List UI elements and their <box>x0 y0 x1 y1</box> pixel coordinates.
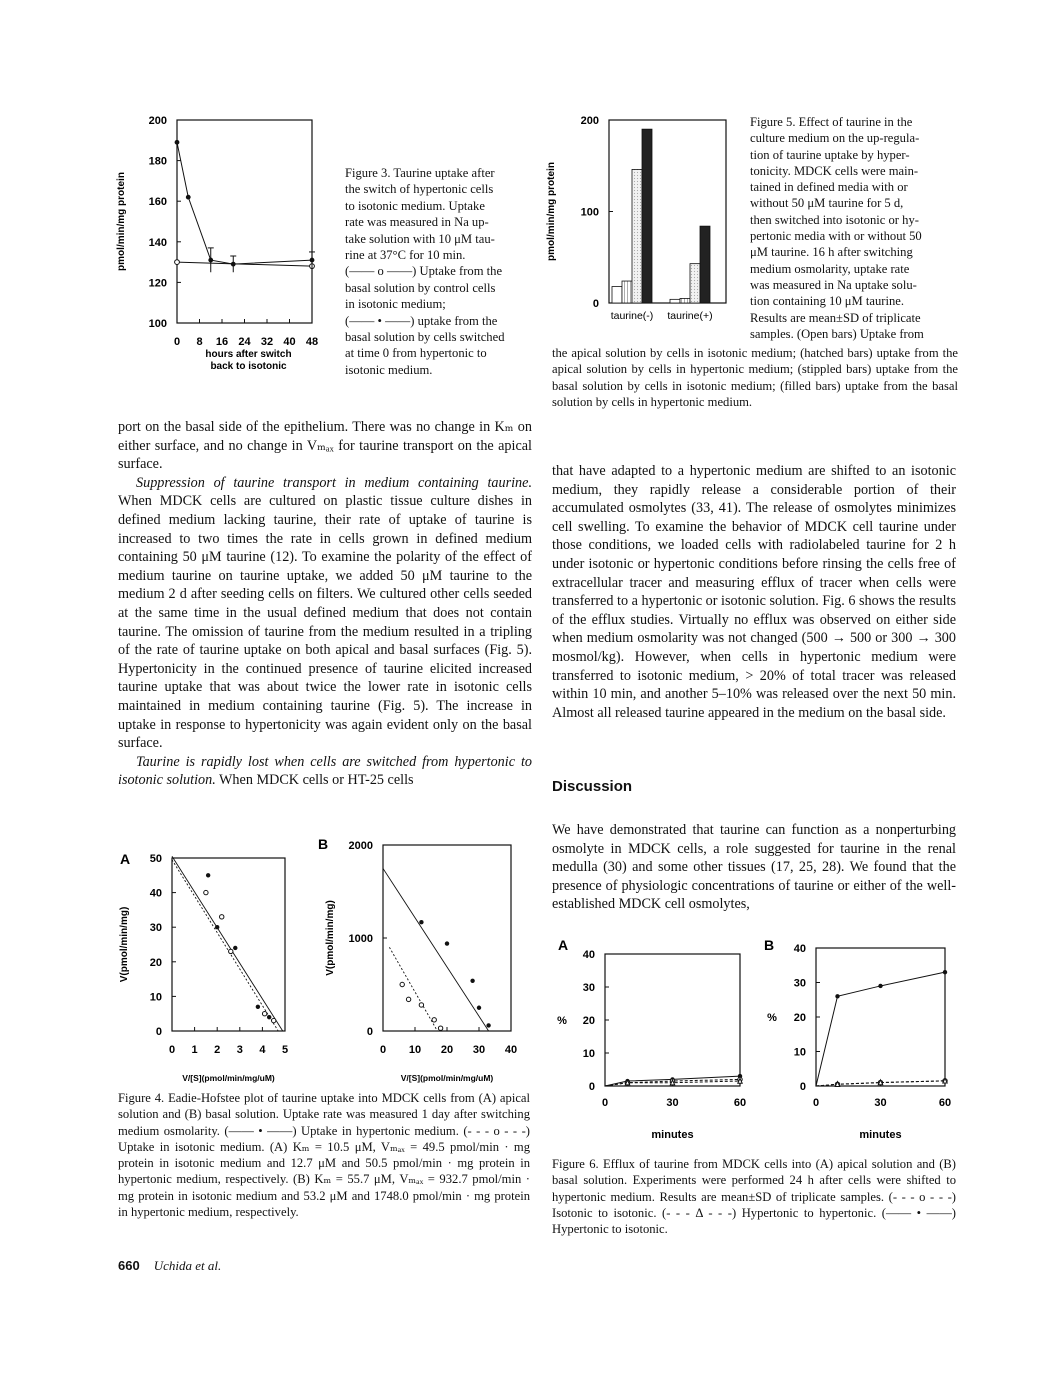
caption-line: (—— • ——) uptake from the <box>345 313 498 328</box>
y-axis-label: pmol/min/mg protein <box>116 172 127 271</box>
y-tick-label: 140 <box>148 236 167 249</box>
y-tick-label: 0 <box>366 1026 373 1038</box>
data-point <box>175 260 180 265</box>
paragraph <box>118 753 532 790</box>
data-point <box>878 984 882 988</box>
x-tick-label: 32 <box>260 336 274 348</box>
data-point <box>438 1026 442 1030</box>
x-axis-label: back to isotonic <box>210 361 287 372</box>
caption-line: then switched into isotonic or hy- <box>750 212 919 227</box>
data-point <box>445 941 449 945</box>
paragraph <box>118 474 532 753</box>
bar <box>642 129 652 303</box>
left-column-text <box>118 418 532 790</box>
run-in-heading: Taurine is rapidly lost when cells are switched from hypertonic to isotonic solution. <box>118 753 532 789</box>
caption-line: Figure 5. Effect of taurine in the <box>750 115 913 129</box>
y-tick-label: 10 <box>582 1048 595 1060</box>
y-tick-label: 180 <box>148 155 167 168</box>
panel-label: A <box>120 851 131 867</box>
caption-line: basal solution by control cells <box>345 280 496 295</box>
data-point <box>175 140 180 145</box>
data-point <box>419 1003 423 1007</box>
y-tick-label: 2000 <box>348 840 373 852</box>
y-axis-label: % <box>767 1012 777 1024</box>
caption-line: isotonic medium. <box>345 362 433 377</box>
figure-4-chart <box>115 828 535 1088</box>
plot-frame <box>172 858 285 1031</box>
caption-line: was measured in Na uptake solu- <box>750 277 917 292</box>
y-tick-label: 30 <box>793 977 806 990</box>
y-tick-label: 0 <box>155 1026 162 1038</box>
caption-line: tion containing 10 μM taurine. <box>750 294 905 309</box>
y-tick-label: 0 <box>588 1081 595 1093</box>
panel-label: B <box>318 836 329 852</box>
x-tick-label: 30 <box>472 1044 486 1056</box>
y-tick-label: 40 <box>582 949 595 961</box>
caption-line: take solution with 10 μM tau- <box>345 231 495 246</box>
caption-line: pertonic media with or without 50 <box>750 229 922 244</box>
figure-3-chart <box>100 105 330 380</box>
y-axis-label: V(pmol/min/mg) <box>325 900 336 976</box>
x-tick-label: 60 <box>733 1097 747 1109</box>
data-point <box>400 982 404 986</box>
x-tick-label: 40 <box>283 336 296 348</box>
plot-frame <box>605 954 740 1086</box>
plot-frame <box>383 845 511 1031</box>
x-tick-label: 4 <box>259 1044 266 1056</box>
run-in-heading: Suppression of taurine transport in medium containing taurine. <box>136 474 532 491</box>
x-tick-label: 48 <box>305 336 319 348</box>
x-tick-label: 0 <box>812 1097 820 1109</box>
page-number: 660 <box>118 1258 140 1273</box>
data-point <box>204 890 208 894</box>
running-authors: Uchida et al. <box>153 1258 222 1273</box>
series-line <box>816 972 945 1086</box>
x-tick-label: 8 <box>196 336 203 348</box>
x-tick-label: 30 <box>874 1097 887 1109</box>
plot-frame <box>816 948 945 1086</box>
y-tick-label: 20 <box>793 1012 806 1024</box>
y-axis-label: pmol/min/mg protein <box>546 162 557 261</box>
y-tick-label: 40 <box>149 887 162 900</box>
bar <box>680 298 690 303</box>
caption-line: μM taurine. 16 h after switching <box>750 245 913 260</box>
data-point <box>419 920 423 924</box>
data-point <box>229 949 233 953</box>
bar <box>632 169 642 303</box>
x-axis-label: minutes <box>859 1129 902 1141</box>
figure-3-caption <box>345 165 535 378</box>
y-axis-label: % <box>557 1015 567 1027</box>
caption-line: without 50 μM taurine for 5 d, <box>750 196 904 211</box>
y-tick-label: 40 <box>793 943 806 955</box>
data-point <box>835 994 839 998</box>
y-tick-label: 200 <box>148 115 167 127</box>
x-axis-label: V/[S](pmol/min/mg/uM) <box>182 1073 275 1083</box>
paragraph: port on the basal side of the epithelium. There was no change in Kₘ on either surface, and no change in Vₘₐₓ for taurine transport on the apical surface. <box>118 419 532 473</box>
category-label: taurine(+) <box>667 310 713 322</box>
caption-line: culture medium on the up-regula- <box>750 131 920 146</box>
caption-line: tained in defined media with or <box>750 180 908 195</box>
figure-5-caption-bottom: the apical solution by cells in isotonic medium; (hatched bars) uptake from the apical solution by cells in hypertonic medium; (stippled bars) uptake from the basal solution by cells in isotonic medium; (filled bars) uptake from the basal solution by cells in hypertonic medium. <box>552 346 958 409</box>
caption-line: Figure 3. Taurine uptake after <box>345 166 495 180</box>
x-tick-label: 1 <box>191 1044 198 1056</box>
caption-line: (—— o ——) Uptake from the <box>345 264 503 279</box>
caption-line: rine at 37°C for 10 min. <box>345 248 466 263</box>
x-tick-label: 30 <box>666 1097 679 1109</box>
x-tick-label: 5 <box>281 1044 289 1056</box>
y-tick-label: 30 <box>582 982 595 994</box>
y-tick-label: 160 <box>148 196 167 209</box>
x-axis-label: hours after switch <box>205 349 292 360</box>
right-column-text <box>552 462 956 722</box>
data-point <box>220 915 224 919</box>
x-tick-label: 16 <box>215 336 229 348</box>
fit-line <box>172 860 278 1031</box>
y-tick-label: 50 <box>149 853 162 865</box>
data-point <box>215 925 219 929</box>
bar <box>690 264 700 303</box>
data-point <box>943 970 947 974</box>
x-tick-label: 0 <box>168 1044 176 1056</box>
y-tick-label: 20 <box>149 956 162 969</box>
caption-line: medium osmolarity, uptake rate <box>750 261 910 276</box>
y-tick-label: 10 <box>793 1046 806 1059</box>
data-point <box>406 997 410 1001</box>
x-tick-label: 24 <box>238 336 251 348</box>
x-tick-label: 2 <box>214 1044 221 1056</box>
data-point <box>432 1018 436 1022</box>
y-tick-label: 120 <box>148 277 167 290</box>
figure-6-chart <box>550 930 960 1150</box>
x-tick-label: 10 <box>408 1044 422 1056</box>
caption-line: tonicity. MDCK cells were main- <box>750 163 919 178</box>
y-tick-label: 10 <box>149 991 162 1004</box>
fit-line <box>389 947 437 1031</box>
paragraph-text: When MDCK cells or HT-25 cells <box>215 772 414 789</box>
caption-line: tion of taurine uptake by hyper- <box>750 147 910 162</box>
caption-line: the switch of hypertonic cells <box>345 182 494 197</box>
figure-5-caption-side <box>750 114 960 342</box>
data-point <box>470 979 474 983</box>
right-column-text-2 <box>552 821 956 914</box>
y-tick-label: 200 <box>580 115 599 127</box>
series-line <box>177 142 312 264</box>
y-tick-label: 30 <box>149 922 162 935</box>
data-point <box>186 195 191 200</box>
caption-line: at time 0 from hypertonic to <box>345 346 487 361</box>
bar <box>700 226 710 303</box>
category-label: taurine(-) <box>610 310 654 322</box>
figure-6-caption: Figure 6. Efflux of taurine from MDCK cells into (A) apical solution and (B) basal solution. Experiments were performed 24 h after cells were shifted to hypertonic medium. Results are mean±SD of triplicate samples. (- - - o - - -) Isotonic to isotonic. (- - - Δ - - -) Hypertonic to hypertonic. (—— • ——) Hypertonic to isotonic. <box>552 1157 956 1237</box>
caption-line: in isotonic medium; <box>345 297 446 312</box>
fit-line <box>383 868 489 1031</box>
data-point <box>477 1006 481 1010</box>
data-point <box>272 1018 276 1022</box>
paragraph: We have demonstrated that taurine can function as a nonperturbing osmolyte in MDCK cells, a role suggested for taurine in the renal medulla (30) and some other tissues (17, 25, 28). We found that the presence of physiologic concentrations of taurine or either of the well-established MDCK cell osmolytes, <box>552 822 956 913</box>
x-axis-label: minutes <box>651 1129 694 1141</box>
x-axis-label: V/[S](pmol/min/mg/uM) <box>400 1073 494 1083</box>
data-point <box>206 873 210 877</box>
paragraph-text: When MDCK cells are cultured on plastic tissue culture dishes in defined medium lacking taurine, their rate of uptake of taurine is increased to two times the rate in cells grown in defined medium containing 50 μM taurine (12). To examine the polarity of the effect of medium taurine on taurine uptake, we added 50 μM taurine to the medium 2 d after seeding cells on filters. We cultured other cells seeded at the same time in the usual defined medium that does not contain taurine. The omission of taurine from the medium resulted in a tripling of the rate of taurine uptake on both apical and basal surfaces (Fig. 5). Hypertonicity in the continued presence of taurine elicited increased taurine uptake that was about twice the lower rate in isotonic cells maintained in medium containing taurine (Fig. 5). The increase in uptake in response to hypertonicity was again evident only on the basal surface. <box>118 493 532 752</box>
section-heading: Discussion <box>552 778 633 795</box>
figure-5-chart <box>540 108 740 333</box>
y-tick-label: 100 <box>148 318 167 330</box>
paragraph: that have adapted to a hypertonic medium are shifted to an isotonic medium, they rapidly release a considerable portion of their accumulated osmolytes (33, 41). The release of osmolytes minimizes cell swelling. To examine the behavior of MDCK cell taurine under those conditions, we loaded cells with radiolabeled taurine for 2 h under isotonic or hypertonic conditions before rinsing the cells free of extracellular tracer and measuring efflux of tracer when cells were transferred to a hypertonic or isotonic solution. Fig. 6 shows the results of the efflux studies. Virtually no efflux was observed on either side when medium osmolarity was not changed (500 → 500 or 300 → 300 mosmol/kg). However, when cells in hypertonic medium were transferred to isotonic medium, > 20% of total tracer was released within 10 min, and another 5–10% was released over the next 50 min. Almost all released taurine appeared in the medium on the basal side. <box>552 463 956 721</box>
caption-line: rate was measured in Na up- <box>345 215 489 230</box>
y-tick-label: 1000 <box>348 933 373 945</box>
bar <box>622 281 632 303</box>
caption-line: Results are mean±SD of triplicate <box>750 310 921 325</box>
data-point <box>262 1012 266 1016</box>
x-tick-label: 3 <box>236 1044 243 1056</box>
data-point <box>233 946 237 950</box>
caption-line: basal solution by cells switched <box>345 330 505 345</box>
x-tick-label: 60 <box>938 1097 952 1109</box>
bar <box>670 299 680 303</box>
x-tick-label: 0 <box>379 1044 387 1056</box>
series-line <box>177 262 312 266</box>
y-tick-label: 100 <box>580 206 599 219</box>
caption-line: samples. (Open bars) Uptake from <box>750 326 924 341</box>
panel-label: A <box>558 937 569 953</box>
data-point <box>486 1023 490 1027</box>
page-footer <box>118 1258 221 1274</box>
data-point <box>256 1005 260 1009</box>
x-tick-label: 40 <box>504 1044 518 1056</box>
x-tick-label: 0 <box>173 336 181 348</box>
x-tick-label: 0 <box>601 1097 609 1109</box>
x-tick-label: 20 <box>440 1044 454 1056</box>
y-axis-label: V(pmol/min/mg) <box>119 906 130 983</box>
panel-label: B <box>764 937 775 953</box>
fit-line <box>172 856 283 1031</box>
y-tick-label: 20 <box>582 1015 595 1027</box>
figure-4-caption: Figure 4. Eadie-Hofstee plot of taurine uptake into MDCK cells from (A) apical solution and (B) basal solution. Uptake rate was measured 1 day after switching medium osmolarity. (—— • ——) Uptake in hypertonic medium. (- - - o - - -) Uptake in isotonic medium. (A) Kₘ = 10.5 μM, Vₘₐₓ = 49.5 pmol/min · mg protein in isotonic medium and 12.7 μM and 50.5 pmol/min · mg protein in hypertonic medium, respectively. (B) Kₘ = 55.7 μM, Vₘₐₓ = 932.7 pmol/min · mg protein in isotonic medium and 53.2 μM and 1748.0 pmol/min · mg protein in hypertonic medium, respectively. <box>118 1091 530 1220</box>
y-tick-label: 0 <box>799 1081 806 1093</box>
y-tick-label: 0 <box>592 298 599 310</box>
bar <box>612 287 622 303</box>
caption-line: to isotonic medium. Uptake <box>345 198 485 213</box>
